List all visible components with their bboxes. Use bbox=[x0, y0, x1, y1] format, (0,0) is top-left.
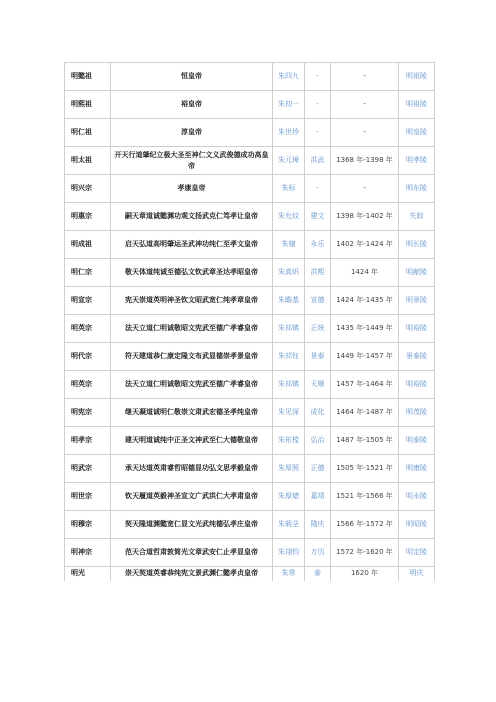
temple-name-cell: 明英宗 bbox=[65, 315, 111, 343]
reign-years-cell: - bbox=[331, 91, 399, 119]
personal-name-cell: 朱祐樘 bbox=[273, 427, 305, 455]
era-name-cell: - bbox=[305, 91, 331, 119]
table-row bbox=[65, 147, 435, 175]
posthumous-title-cell: 范天合道哲肃敦简光文章武安仁止孝显皇帝 bbox=[111, 539, 273, 567]
reign-years-cell: 1572 年-1620 年 bbox=[331, 539, 399, 567]
era-name-cell: - bbox=[305, 175, 331, 203]
temple-name-cell: 明穆宗 bbox=[65, 511, 111, 539]
table-row bbox=[65, 315, 435, 343]
reign-years-cell: 1487 年-1505 年 bbox=[331, 427, 399, 455]
table-row bbox=[65, 287, 435, 315]
reign-years-cell: 1620 年 bbox=[331, 567, 399, 581]
era-name-cell: 建文 bbox=[305, 203, 331, 231]
tomb-cell: 明庆 bbox=[399, 567, 435, 581]
personal-name-cell: 朱允炆 bbox=[273, 203, 305, 231]
era-name-cell: 洪熙 bbox=[305, 259, 331, 287]
era-name-cell: 永乐 bbox=[305, 231, 331, 259]
era-name-cell: 洪武 bbox=[305, 147, 331, 175]
personal-name-cell: 朱瞻基 bbox=[273, 287, 305, 315]
personal-name-cell: 朱祁镇 bbox=[273, 371, 305, 399]
table-row bbox=[65, 259, 435, 287]
tomb-cell: 明茂陵 bbox=[399, 399, 435, 427]
era-name-cell: 嘉靖 bbox=[305, 483, 331, 511]
posthumous-title-cell: 继天凝道诚明仁敬崇文肃武宏德圣孝纯皇帝 bbox=[111, 399, 273, 427]
document-page bbox=[64, 62, 434, 581]
posthumous-title-cell: 开天行道肇纪立极大圣至神仁文义武俊德成功高皇帝 bbox=[111, 147, 273, 175]
temple-name-cell: 明光 bbox=[65, 567, 111, 581]
temple-name-cell: 明宪宗 bbox=[65, 399, 111, 427]
posthumous-title-cell: 恒皇帝 bbox=[111, 63, 273, 91]
temple-name-cell: 明熙祖 bbox=[65, 91, 111, 119]
ming-emperors-table bbox=[64, 62, 435, 581]
tomb-cell: 明祖陵 bbox=[399, 63, 435, 91]
reign-years-cell: 1424 年 bbox=[331, 259, 399, 287]
reign-years-cell: 1457 年-1464 年 bbox=[331, 371, 399, 399]
tomb-cell: 景泰陵 bbox=[399, 343, 435, 371]
reign-years-cell: - bbox=[331, 175, 399, 203]
posthumous-title-cell: 孝康皇帝 bbox=[111, 175, 273, 203]
tomb-cell: 明永陵 bbox=[399, 483, 435, 511]
era-name-cell: 景泰 bbox=[305, 343, 331, 371]
reign-years-cell: 1402 年-1424 年 bbox=[331, 231, 399, 259]
era-name-cell: 万历 bbox=[305, 539, 331, 567]
personal-name-cell: 朱标 bbox=[273, 175, 305, 203]
table-row bbox=[65, 119, 435, 147]
table-row bbox=[65, 539, 435, 567]
era-name-cell: 正统 bbox=[305, 315, 331, 343]
personal-name-cell: 朱载坖 bbox=[273, 511, 305, 539]
table-row bbox=[65, 371, 435, 399]
posthumous-title-cell: 崇天契道英睿恭纯宪文景武渊仁懿孝贞皇帝 bbox=[111, 567, 273, 581]
personal-name-cell: 朱祁钰 bbox=[273, 343, 305, 371]
table-row bbox=[65, 343, 435, 371]
posthumous-title-cell: 法天立道仁明诚敬昭文宪武至德广孝睿皇帝 bbox=[111, 315, 273, 343]
posthumous-title-cell: 裕皇帝 bbox=[111, 91, 273, 119]
personal-name-cell: 朱翊钧 bbox=[273, 539, 305, 567]
temple-name-cell: 明武宗 bbox=[65, 455, 111, 483]
table-row bbox=[65, 175, 435, 203]
era-name-cell: 宣德 bbox=[305, 287, 331, 315]
reign-years-cell: 1368 年-1398 年 bbox=[331, 147, 399, 175]
table-row bbox=[65, 483, 435, 511]
personal-name-cell: 朱四九 bbox=[273, 63, 305, 91]
posthumous-title-cell: 钦天履道英毅神圣宣文广武洪仁大孝肃皇帝 bbox=[111, 483, 273, 511]
personal-name-cell: 朱棣 bbox=[273, 231, 305, 259]
temple-name-cell: 明宣宗 bbox=[65, 287, 111, 315]
posthumous-title-cell: 符天建道恭仁康定隆文布武显德崇孝景皇帝 bbox=[111, 343, 273, 371]
tomb-cell: 明皇陵 bbox=[399, 119, 435, 147]
tomb-cell: 明孝陵 bbox=[399, 147, 435, 175]
personal-name-cell: 朱世珍 bbox=[273, 119, 305, 147]
era-name-cell: 弘治 bbox=[305, 427, 331, 455]
reign-years-cell: 1464 年-1487 年 bbox=[331, 399, 399, 427]
posthumous-title-cell: 建天明道诚纯中正圣文神武至仁大德敬皇帝 bbox=[111, 427, 273, 455]
temple-name-cell: 明太祖 bbox=[65, 147, 111, 175]
reign-years-cell: 1566 年-1572 年 bbox=[331, 511, 399, 539]
table-row bbox=[65, 427, 435, 455]
temple-name-cell: 明英宗 bbox=[65, 371, 111, 399]
era-name-cell: - bbox=[305, 63, 331, 91]
era-name-cell: 隆庆 bbox=[305, 511, 331, 539]
tomb-cell: 明裕陵 bbox=[399, 315, 435, 343]
reign-years-cell: - bbox=[331, 119, 399, 147]
temple-name-cell: 明仁祖 bbox=[65, 119, 111, 147]
tomb-cell: 明泰陵 bbox=[399, 427, 435, 455]
table-row bbox=[65, 511, 435, 539]
personal-name-cell: 朱见深 bbox=[273, 399, 305, 427]
posthumous-title-cell: 嗣天章道诚懿渊功观文扬武克仁笃孝让皇帝 bbox=[111, 203, 273, 231]
reign-years-cell: 1505 年-1521 年 bbox=[331, 455, 399, 483]
temple-name-cell: 明孝宗 bbox=[65, 427, 111, 455]
tomb-cell: 明定陵 bbox=[399, 539, 435, 567]
era-name-cell: - bbox=[305, 119, 331, 147]
temple-name-cell: 明仁宗 bbox=[65, 259, 111, 287]
temple-name-cell: 明世宗 bbox=[65, 483, 111, 511]
reign-years-cell: 1424 年-1435 年 bbox=[331, 287, 399, 315]
tomb-cell: 明献陵 bbox=[399, 259, 435, 287]
era-name-cell: 正德 bbox=[305, 455, 331, 483]
posthumous-title-cell: 宪天崇道英明神圣钦文昭武宽仁纯孝章皇帝 bbox=[111, 287, 273, 315]
reign-years-cell: 1398 年-1402 年 bbox=[331, 203, 399, 231]
tomb-cell: 明东陵 bbox=[399, 175, 435, 203]
temple-name-cell: 明兴宗 bbox=[65, 175, 111, 203]
personal-name-cell: 朱常 bbox=[273, 567, 305, 581]
era-name-cell: 成化 bbox=[305, 399, 331, 427]
personal-name-cell: 朱祁镇 bbox=[273, 315, 305, 343]
posthumous-title-cell: 法天立道仁明诚敬昭文宪武至德广孝睿皇帝 bbox=[111, 371, 273, 399]
table-row bbox=[65, 91, 435, 119]
temple-name-cell: 明惠宗 bbox=[65, 203, 111, 231]
posthumous-title-cell: 承天达道英肃睿哲昭德显功弘文思孝毅皇帝 bbox=[111, 455, 273, 483]
reign-years-cell: 1449 年-1457 年 bbox=[331, 343, 399, 371]
table-row bbox=[65, 231, 435, 259]
posthumous-title-cell: 契天隆道渊懿宽仁显文光武纯德弘孝庄皇帝 bbox=[111, 511, 273, 539]
posthumous-title-cell: 启天弘道高明肇运圣武神功纯仁至孝文皇帝 bbox=[111, 231, 273, 259]
tomb-cell: 明康陵 bbox=[399, 455, 435, 483]
tomb-cell: 明景陵 bbox=[399, 287, 435, 315]
posthumous-title-cell: 淳皇帝 bbox=[111, 119, 273, 147]
table-body bbox=[65, 63, 435, 581]
tomb-cell: 失踪 bbox=[399, 203, 435, 231]
reign-years-cell: - bbox=[331, 63, 399, 91]
tomb-cell: 明长陵 bbox=[399, 231, 435, 259]
temple-name-cell: 明代宗 bbox=[65, 343, 111, 371]
temple-name-cell: 明懿祖 bbox=[65, 63, 111, 91]
table-row bbox=[65, 399, 435, 427]
personal-name-cell: 朱元璋 bbox=[273, 147, 305, 175]
table-row bbox=[65, 567, 435, 581]
personal-name-cell: 朱高炽 bbox=[273, 259, 305, 287]
personal-name-cell: 朱初一 bbox=[273, 91, 305, 119]
era-name-cell: 天顺 bbox=[305, 371, 331, 399]
tomb-cell: 明昭陵 bbox=[399, 511, 435, 539]
table-row bbox=[65, 63, 435, 91]
table-row bbox=[65, 203, 435, 231]
reign-years-cell: 1435 年-1449 年 bbox=[331, 315, 399, 343]
era-name-cell: 泰 bbox=[305, 567, 331, 581]
tomb-cell: 明裕陵 bbox=[399, 371, 435, 399]
table-row bbox=[65, 455, 435, 483]
reign-years-cell: 1521 年-1566 年 bbox=[331, 483, 399, 511]
personal-name-cell: 朱厚熜 bbox=[273, 483, 305, 511]
temple-name-cell: 明成祖 bbox=[65, 231, 111, 259]
posthumous-title-cell: 敬天体道纯诚至德弘文钦武章圣达孝昭皇帝 bbox=[111, 259, 273, 287]
temple-name-cell: 明神宗 bbox=[65, 539, 111, 567]
tomb-cell: 明祖陵 bbox=[399, 91, 435, 119]
personal-name-cell: 朱厚照 bbox=[273, 455, 305, 483]
